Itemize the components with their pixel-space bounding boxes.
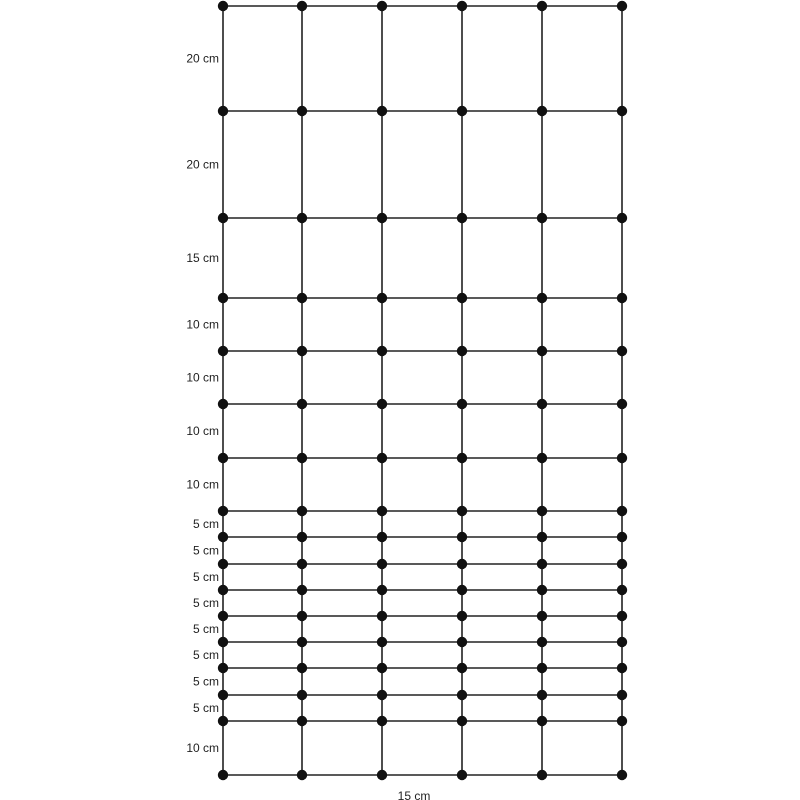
row-gap-label: 10 cm: [186, 424, 219, 438]
wire-knot: [537, 770, 547, 780]
wire-knot: [218, 293, 228, 303]
wire-knot: [537, 585, 547, 595]
wire-knot: [218, 663, 228, 673]
wire-knot: [218, 106, 228, 116]
wire-knot: [377, 611, 387, 621]
wire-knot: [617, 213, 627, 223]
wire-knot: [537, 716, 547, 726]
row-gap-label: 5 cm: [192, 543, 219, 558]
wire-knot: [377, 585, 387, 595]
wire-knot: [617, 663, 627, 673]
wire-knot: [537, 532, 547, 542]
wire-knot: [457, 506, 467, 516]
wire-knot: [297, 506, 307, 516]
wire-knot: [297, 293, 307, 303]
wire-knot: [377, 559, 387, 569]
wire-knot: [457, 532, 467, 542]
wire-knot: [617, 453, 627, 463]
wire-knot: [617, 293, 627, 303]
wire-knot: [617, 637, 627, 647]
wire-knot: [457, 559, 467, 569]
wire-knot: [617, 611, 627, 621]
wire-knot: [537, 106, 547, 116]
wire-knot: [617, 106, 627, 116]
wire-knot: [457, 399, 467, 409]
wire-knot: [457, 106, 467, 116]
wire-knot: [457, 213, 467, 223]
wire-knot: [537, 663, 547, 673]
wire-knot: [218, 506, 228, 516]
wire-knot: [297, 532, 307, 542]
wire-knot: [377, 399, 387, 409]
wire-knot: [377, 106, 387, 116]
row-gap-label: 5 cm: [192, 701, 219, 715]
wire-knot: [617, 690, 627, 700]
wire-knot: [218, 453, 228, 463]
row-gap-label: 20 cm: [186, 157, 219, 172]
wire-knot: [617, 532, 627, 542]
wire-knot: [377, 453, 387, 463]
row-gap-label: 5 cm: [192, 622, 219, 636]
wire-knot: [537, 213, 547, 223]
wire-knot: [377, 770, 387, 780]
wire-knot: [297, 559, 307, 569]
wire-knot: [537, 690, 547, 700]
wire-knot: [537, 559, 547, 569]
wire-knot: [617, 399, 627, 409]
wire-knot: [218, 532, 228, 542]
wire-knot: [297, 663, 307, 673]
wire-knot: [218, 399, 228, 409]
wire-knot: [297, 585, 307, 595]
row-gap-label: 10 cm: [186, 370, 219, 385]
wire-knot: [297, 1, 307, 11]
wire-knot: [218, 585, 228, 595]
wire-knot: [297, 106, 307, 116]
wire-knot: [537, 293, 547, 303]
wire-knot: [297, 399, 307, 409]
wire-knot: [537, 637, 547, 647]
row-gap-label: 15 cm: [186, 251, 219, 265]
row-gap-label: 5 cm: [192, 517, 219, 531]
wire-knot: [617, 346, 627, 356]
row-gap-label: 5 cm: [192, 596, 219, 610]
wire-knot: [297, 637, 307, 647]
row-gap-label: 10 cm: [186, 741, 219, 755]
wire-knot: [617, 1, 627, 11]
wire-knot: [218, 770, 228, 780]
wire-knot: [617, 559, 627, 569]
wire-knot: [537, 1, 547, 11]
wire-knot: [377, 346, 387, 356]
wire-knot: [297, 716, 307, 726]
wire-knot: [218, 611, 228, 621]
wire-knot: [297, 453, 307, 463]
wire-knot: [457, 663, 467, 673]
wire-knot: [617, 770, 627, 780]
wire-knot: [377, 532, 387, 542]
row-gap-label: 10 cm: [186, 317, 219, 332]
wire-knot: [537, 453, 547, 463]
wire-knot: [377, 293, 387, 303]
wire-knot: [617, 585, 627, 595]
wire-knot: [457, 453, 467, 463]
wire-knot: [218, 559, 228, 569]
wire-knot: [457, 770, 467, 780]
wire-knot: [297, 611, 307, 621]
wire-knot: [297, 346, 307, 356]
mesh-wires: [223, 6, 622, 775]
wire-knot: [457, 585, 467, 595]
wire-knot: [457, 1, 467, 11]
mesh-knots: [218, 1, 627, 780]
vertical-spacing-label: 15 cm: [397, 789, 431, 800]
wire-knot: [218, 716, 228, 726]
wire-knot: [377, 213, 387, 223]
wire-knot: [457, 611, 467, 621]
wire-knot: [457, 346, 467, 356]
wire-knot: [218, 346, 228, 356]
wire-knot: [537, 346, 547, 356]
wire-knot: [297, 690, 307, 700]
wire-knot: [457, 690, 467, 700]
row-gap-label: 5 cm: [192, 648, 219, 662]
wire-knot: [537, 399, 547, 409]
spacing-labels: [186, 52, 219, 756]
row-gap-label: 20 cm: [186, 51, 219, 66]
wire-knot: [377, 716, 387, 726]
wire-knot: [537, 611, 547, 621]
wire-knot: [377, 506, 387, 516]
wire-knot: [617, 716, 627, 726]
wire-knot: [457, 716, 467, 726]
wire-knot: [297, 770, 307, 780]
wire-knot: [617, 506, 627, 516]
wire-knot: [218, 1, 228, 11]
wire-knot: [297, 213, 307, 223]
wire-knot: [457, 293, 467, 303]
wire-knot: [218, 213, 228, 223]
wire-knot: [377, 663, 387, 673]
wire-knot: [218, 690, 228, 700]
wire-knot: [377, 1, 387, 11]
wire-knot: [218, 637, 228, 647]
row-gap-label: 5 cm: [192, 570, 219, 584]
wire-knot: [537, 506, 547, 516]
wire-knot: [377, 637, 387, 647]
row-gap-label: 5 cm: [192, 674, 219, 689]
row-gap-label: 10 cm: [186, 477, 219, 492]
wire-knot: [457, 637, 467, 647]
wire-knot: [377, 690, 387, 700]
